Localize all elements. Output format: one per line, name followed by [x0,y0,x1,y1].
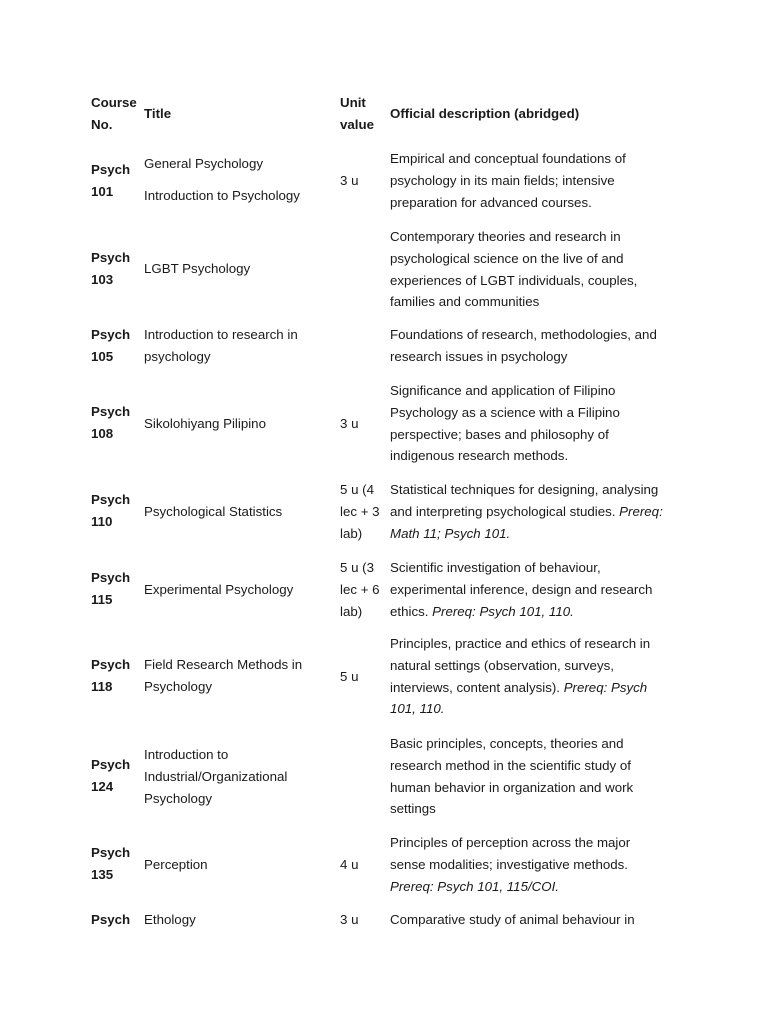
course-title: General Psychology Introduction to Psychology [144,156,300,203]
header-unit-value: Unit value [340,95,375,132]
course-title: Perception [144,857,208,872]
unit-value: 5 u (4 lec + 3 lab) [340,482,380,541]
prerequisite: Prereq: Psych 101, 115/COI. [390,878,560,894]
course-title: Sikolohiyang Pilipino [144,416,266,431]
course-description: Basic principles, concepts, theories and research method in the scientific study of human behavior in organization and work settings [390,736,634,817]
course-number: Psych [91,912,131,927]
course-description: Statistical techniques for designing, analysing and interpreting psychological studies. Prereq: Math 11; Psych 101. [390,479,682,544]
course-title: Field Research Methods in Psychology [144,657,303,694]
unit-value: 3 u [340,173,359,188]
course-description: Significance and application of Filipino Psychology as a science with a Filipino perspective; bases and philosophy of indigenous research methods. [390,383,620,464]
course-number: Psych 124 [91,757,131,794]
course-description: Principles, practice and ethics of research in natural settings (observation, surveys, interviews, content analysis). Prereq: Psych 101, 110. [390,633,682,720]
header-course-no: Course No. [91,95,137,132]
course-number: Psych 103 [91,250,131,287]
course-number: Psych 110 [91,492,131,529]
course-title: Experimental Psychology [144,582,294,597]
prerequisite: Prereq: Psych [563,679,648,695]
course-number: Psych 115 [91,570,131,607]
course-number: Psych 105 [91,327,131,364]
prerequisite: Math 11; Psych 101. [390,525,511,541]
unit-value: 5 u (3 lec + 6 lab) [340,560,380,619]
prerequisite: 101, 110. [390,701,445,717]
course-title: Introduction to Industrial/Organizational Psychology [144,747,288,806]
course-description: Empirical and conceptual foundations of psychology in its main fields; intensive preparation for advanced courses. [390,151,626,210]
course-title: LGBT Psychology [144,261,251,276]
course-description: Contemporary theories and research in psychological science on the live of and experiences of LGBT individuals, couples, families and communities [390,229,638,310]
course-title: Introduction to research in psychology [144,327,298,364]
course-number: Psych 118 [91,657,131,694]
header-description: Official description (abridged) [390,106,580,121]
header-title: Title [144,106,172,121]
unit-value: 3 u [340,416,359,431]
prerequisite: Prereq: [619,503,663,519]
prerequisite: Prereq: Psych 101, 110. [432,603,574,619]
course-number: Psych 135 [91,845,131,882]
unit-value: 3 u [340,912,359,927]
unit-value: 4 u [340,857,359,872]
unit-value: 5 u [340,669,359,684]
course-description: Principles of perception across the major sense modalities; investigative methods. Prereq: Psych 101, 115/COI. [390,832,682,897]
course-description: Scientific investigation of behaviour, experimental inference, design and research ethics. Prereq: Psych 101, 110. [390,560,653,619]
course-number: Psych 101 [91,162,131,199]
course-title: Psychological Statistics [144,504,283,519]
course-number: Psych 108 [91,404,131,441]
course-description: Comparative study of animal behaviour in [390,912,635,927]
course-description: Foundations of research, methodologies, and research issues in psychology [390,327,657,364]
course-title: Ethology [144,912,196,927]
